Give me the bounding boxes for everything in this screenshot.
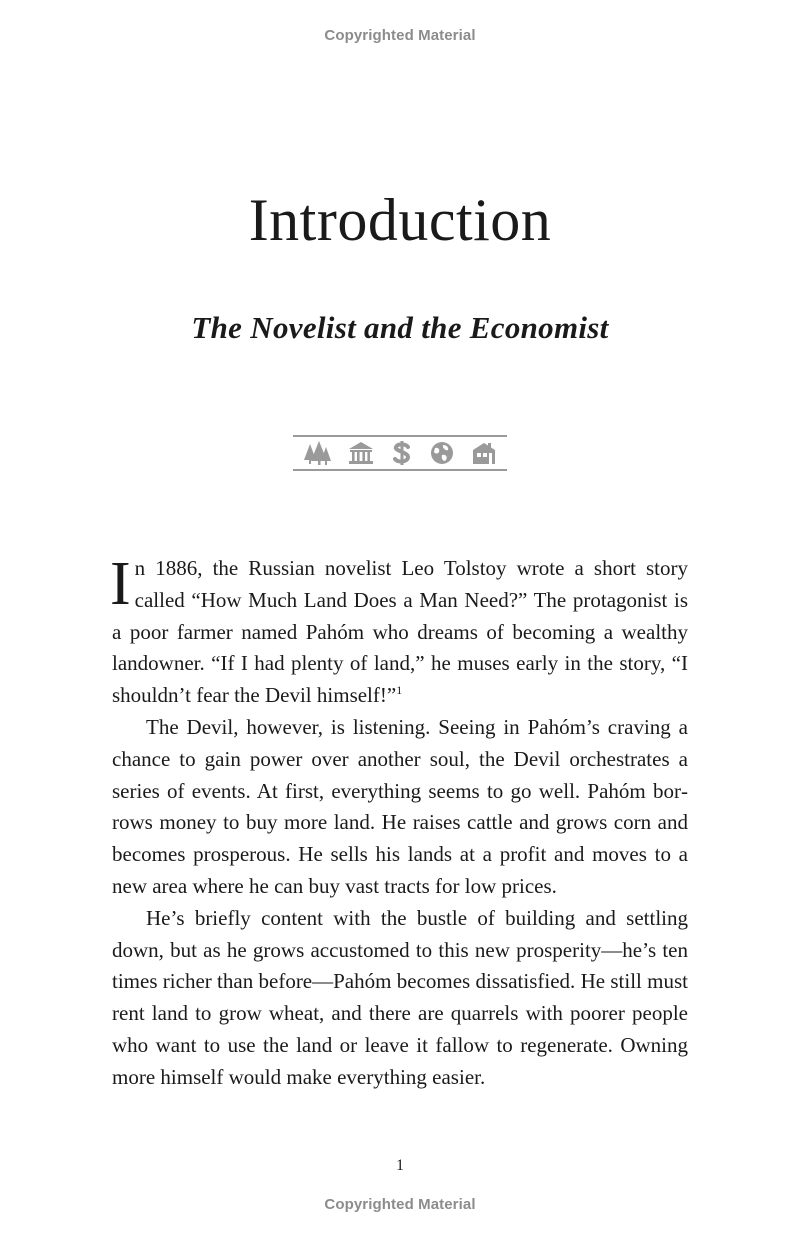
ornament-divider	[293, 435, 507, 471]
paragraph-3: He’s briefly content with the bustle of building and settling down, but as he grows accustomed to this new prosperity—he’s ten times richer than before—Pahóm becomes dissatisfied. He still must rent land to grow wheat, and there are quarrels with poorer people who want to use the land or leave it fallow to regenerate. Owning more himself would make everything easier.	[112, 905, 688, 1089]
trees-icon	[302, 440, 332, 466]
bank-icon	[347, 440, 375, 466]
copyright-header: Copyrighted Material	[324, 27, 476, 44]
chapter-title: Introduction	[248, 187, 552, 253]
drop-cap: I	[110, 550, 131, 618]
paragraph-2: The Devil, however, is listening. Seeing in Pahóm’s craving a chance to gain power over another soul, the Devil orchestrates a series of events. At first, everything seems to go well. Pahóm borrows money to buy more land. He raises cattle and grows corn and becomes prosperous. He sells his lands at a profit and moves to a new area where he can buy vast tracts for low prices.	[112, 714, 688, 898]
paragraph-1	[110, 550, 688, 712]
copyright-footer: Copyrighted Material	[324, 1196, 476, 1213]
body-text	[110, 550, 688, 1094]
house-icon	[470, 440, 498, 466]
chapter-subtitle: The Novelist and the Economist	[191, 310, 609, 345]
paragraph-1-text: n 1886, the Russian novelist Leo Tolstoy wrote a short story called “How Much Land Does a Man Need?” The protagonist is a poor farmer named Pahóm who dreams of becoming a wealthy landowner. “If I had plenty of land,” he muses early in the story, “I shouldn’t fear the Devil himself!”	[112, 556, 688, 708]
page-number: 1	[396, 1157, 404, 1174]
globe-icon	[429, 440, 455, 466]
dollar-icon	[390, 440, 414, 466]
footnote-marker[interactable]: 1	[396, 683, 403, 698]
